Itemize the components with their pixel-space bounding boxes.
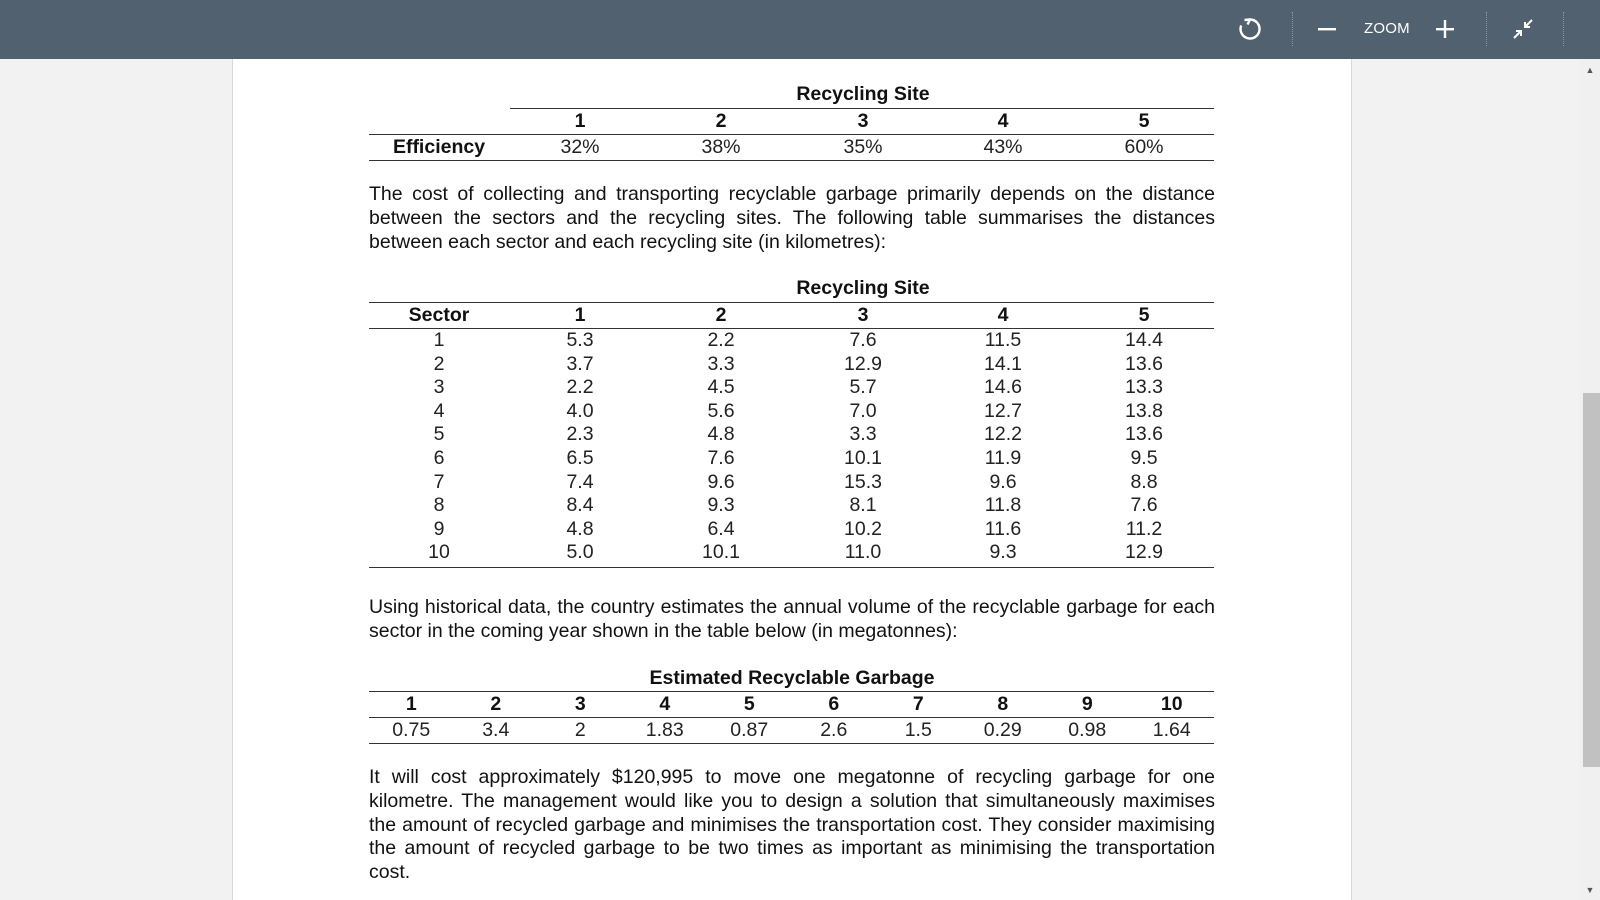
sector-label: 6 bbox=[433, 447, 445, 469]
distance-cell: 12.9 bbox=[1125, 541, 1163, 564]
distance-cell: 2.3 bbox=[566, 423, 594, 446]
distance-cell: 5.6 bbox=[707, 399, 735, 422]
table-rule bbox=[369, 567, 1214, 568]
distance-cell: 7.6 bbox=[1130, 494, 1158, 517]
garbage-value: 0.29 bbox=[983, 719, 1022, 741]
exit-fullscreen-button[interactable] bbox=[1508, 10, 1538, 48]
vertical-scrollbar[interactable] bbox=[1580, 59, 1600, 900]
distance-cell: 9.6 bbox=[989, 470, 1017, 493]
distance-cell: 7.0 bbox=[849, 399, 877, 422]
efficiency-value: 60% bbox=[1124, 136, 1164, 158]
scroll-up-icon[interactable]: ▲ bbox=[1585, 65, 1595, 75]
efficiency-value: 32% bbox=[560, 136, 600, 158]
distance-cell: 11.9 bbox=[984, 447, 1022, 469]
distance-cell: 7.4 bbox=[566, 470, 594, 493]
garbage-value: 3.4 bbox=[482, 719, 510, 741]
minus-icon bbox=[1317, 19, 1337, 39]
distance-cell: 13.6 bbox=[1125, 423, 1163, 446]
garbage-sector-header: 7 bbox=[912, 693, 924, 715]
paragraph-volume-intro: Using historical data, the country estimates the annual volume of the recyclable garbage for each sector in the coming year shown in the table below (in megatonnes): bbox=[369, 596, 1215, 642]
distance-cell: 4.8 bbox=[707, 423, 735, 446]
sector-label: 2 bbox=[433, 352, 445, 375]
distance-cell: 5.3 bbox=[566, 329, 594, 351]
toolbar-separator bbox=[1563, 12, 1564, 46]
distance-cell: 13.6 bbox=[1125, 352, 1163, 375]
viewer-toolbar bbox=[0, 0, 1600, 59]
table-rule bbox=[510, 108, 1214, 109]
distance-cell: 2.2 bbox=[707, 329, 735, 351]
efficiency-row-label: Efficiency bbox=[392, 136, 486, 158]
garbage-value: 2 bbox=[574, 719, 586, 741]
garbage-value: 1.64 bbox=[1152, 719, 1191, 741]
site-header: 1 bbox=[574, 304, 586, 326]
distance-cell: 3.7 bbox=[566, 352, 594, 375]
distance-cell: 5.7 bbox=[849, 376, 877, 399]
site-header: 4 bbox=[997, 110, 1009, 132]
distance-cell: 10.1 bbox=[702, 541, 740, 564]
distance-cell: 2.2 bbox=[566, 376, 594, 399]
garbage-value: 1.83 bbox=[645, 719, 684, 741]
distance-cell: 11.0 bbox=[844, 541, 882, 564]
distance-cell: 14.4 bbox=[1125, 329, 1163, 351]
distance-cell: 8.4 bbox=[566, 494, 594, 517]
table-rule bbox=[369, 717, 1214, 718]
garbage-table-caption: Estimated Recyclable Garbage bbox=[649, 667, 935, 689]
site-header: 3 bbox=[857, 304, 869, 326]
toolbar-separator bbox=[1486, 12, 1487, 46]
site-header: 4 bbox=[997, 304, 1009, 326]
distance-cell: 5.0 bbox=[566, 541, 594, 564]
distance-cell: 6.5 bbox=[566, 447, 594, 469]
refresh-button[interactable] bbox=[1232, 10, 1268, 48]
paragraph-distances-intro: The cost of collecting and transporting recyclable garbage primarily depends on the distance between the sectors and the recycling sites. The following table summarises the distances between each sector and each recycling site (in kilometres): bbox=[369, 183, 1215, 253]
zoom-label: ZOOM bbox=[1364, 20, 1410, 37]
garbage-value: 0.87 bbox=[730, 719, 769, 741]
garbage-sector-header: 8 bbox=[997, 693, 1009, 715]
garbage-sector-header: 6 bbox=[828, 693, 840, 715]
distance-cell: 11.8 bbox=[984, 494, 1022, 517]
garbage-value: 2.6 bbox=[820, 719, 848, 741]
garbage-value: 1.5 bbox=[904, 719, 932, 741]
site-header: 1 bbox=[574, 110, 586, 132]
distance-cell: 11.6 bbox=[984, 517, 1022, 540]
garbage-value: 0.75 bbox=[392, 719, 431, 741]
distance-cell: 14.1 bbox=[984, 352, 1022, 375]
distance-cell: 4.5 bbox=[707, 376, 735, 399]
paragraph-cost: It will cost approximately $120,995 to move one megatonne of recycling garbage for one kilometre. The management would like you to design a solution that simultaneously maximises the amount of recycled garbage and minimises the transportation cost. They consider maximising the amount of recycled garbage to be two times as important as minimising the transportation cost. bbox=[369, 766, 1215, 884]
zoom-out-button[interactable] bbox=[1314, 10, 1340, 48]
efficiency-value: 43% bbox=[983, 136, 1023, 158]
site-header: 5 bbox=[1138, 110, 1150, 132]
toolbar-separator bbox=[1292, 12, 1293, 46]
garbage-sector-header: 1 bbox=[405, 693, 417, 715]
distance-cell: 3.3 bbox=[707, 352, 735, 375]
distance-cell: 4.0 bbox=[566, 399, 594, 422]
efficiency-value: 35% bbox=[843, 136, 883, 158]
plus-icon bbox=[1435, 19, 1455, 39]
distance-cell: 13.8 bbox=[1125, 399, 1163, 422]
efficiency-value: 38% bbox=[701, 136, 741, 158]
garbage-value: 0.98 bbox=[1068, 719, 1107, 741]
distance-cell: 9.3 bbox=[707, 494, 735, 517]
distance-cell: 9.3 bbox=[989, 541, 1017, 564]
sector-label: 4 bbox=[433, 399, 445, 422]
efficiency-table-caption: Recycling Site bbox=[796, 83, 930, 105]
table-rule bbox=[369, 160, 1214, 161]
distance-cell: 11.2 bbox=[1125, 517, 1163, 540]
table-rule bbox=[369, 691, 1214, 692]
sector-label: 8 bbox=[433, 494, 445, 517]
sector-column-header: Sector bbox=[408, 304, 470, 326]
distance-cell: 13.3 bbox=[1125, 376, 1163, 399]
sector-label: 5 bbox=[433, 423, 445, 446]
distance-cell: 10.1 bbox=[844, 447, 882, 469]
distance-cell: 15.3 bbox=[844, 470, 882, 493]
distance-cell: 9.6 bbox=[707, 470, 735, 493]
sector-label: 9 bbox=[433, 517, 445, 540]
sector-label: 1 bbox=[433, 329, 445, 351]
zoom-in-button[interactable] bbox=[1432, 10, 1458, 48]
distance-cell: 7.6 bbox=[849, 329, 877, 351]
table-rule bbox=[369, 134, 1214, 135]
garbage-sector-header: 9 bbox=[1081, 693, 1093, 715]
table-rule bbox=[369, 328, 1214, 329]
sector-label: 10 bbox=[428, 541, 450, 564]
site-header: 2 bbox=[715, 110, 727, 132]
distance-cell: 6.4 bbox=[707, 517, 735, 540]
refresh-icon bbox=[1237, 16, 1263, 42]
distance-table-caption: Recycling Site bbox=[796, 277, 930, 299]
distance-cell: 14.6 bbox=[984, 376, 1022, 399]
table-rule bbox=[369, 743, 1214, 744]
distance-cell: 9.5 bbox=[1130, 447, 1158, 469]
document-page bbox=[232, 59, 1352, 900]
garbage-sector-header: 3 bbox=[574, 693, 586, 715]
garbage-sector-header: 2 bbox=[490, 693, 502, 715]
site-header: 5 bbox=[1138, 304, 1150, 326]
site-header: 2 bbox=[715, 304, 727, 326]
collapse-icon bbox=[1512, 18, 1534, 40]
distance-cell: 4.8 bbox=[566, 517, 594, 540]
distance-cell: 3.3 bbox=[849, 423, 877, 446]
scrollbar-thumb[interactable] bbox=[1583, 393, 1600, 767]
distance-cell: 12.2 bbox=[984, 423, 1022, 446]
sector-label: 3 bbox=[433, 376, 445, 399]
distance-cell: 12.9 bbox=[844, 352, 882, 375]
distance-cell: 11.5 bbox=[984, 329, 1022, 351]
distance-cell: 12.7 bbox=[984, 399, 1022, 422]
distance-cell: 8.1 bbox=[849, 494, 877, 517]
sector-label: 7 bbox=[433, 470, 445, 493]
distance-cell: 8.8 bbox=[1130, 470, 1158, 493]
garbage-sector-header: 10 bbox=[1160, 693, 1183, 715]
distance-cell: 10.2 bbox=[844, 517, 882, 540]
garbage-sector-header: 5 bbox=[743, 693, 755, 715]
scroll-down-icon[interactable]: ▼ bbox=[1585, 885, 1595, 895]
distance-cell: 7.6 bbox=[707, 447, 735, 469]
site-header: 3 bbox=[857, 110, 869, 132]
table-rule bbox=[369, 302, 1214, 303]
garbage-sector-header: 4 bbox=[659, 693, 671, 715]
